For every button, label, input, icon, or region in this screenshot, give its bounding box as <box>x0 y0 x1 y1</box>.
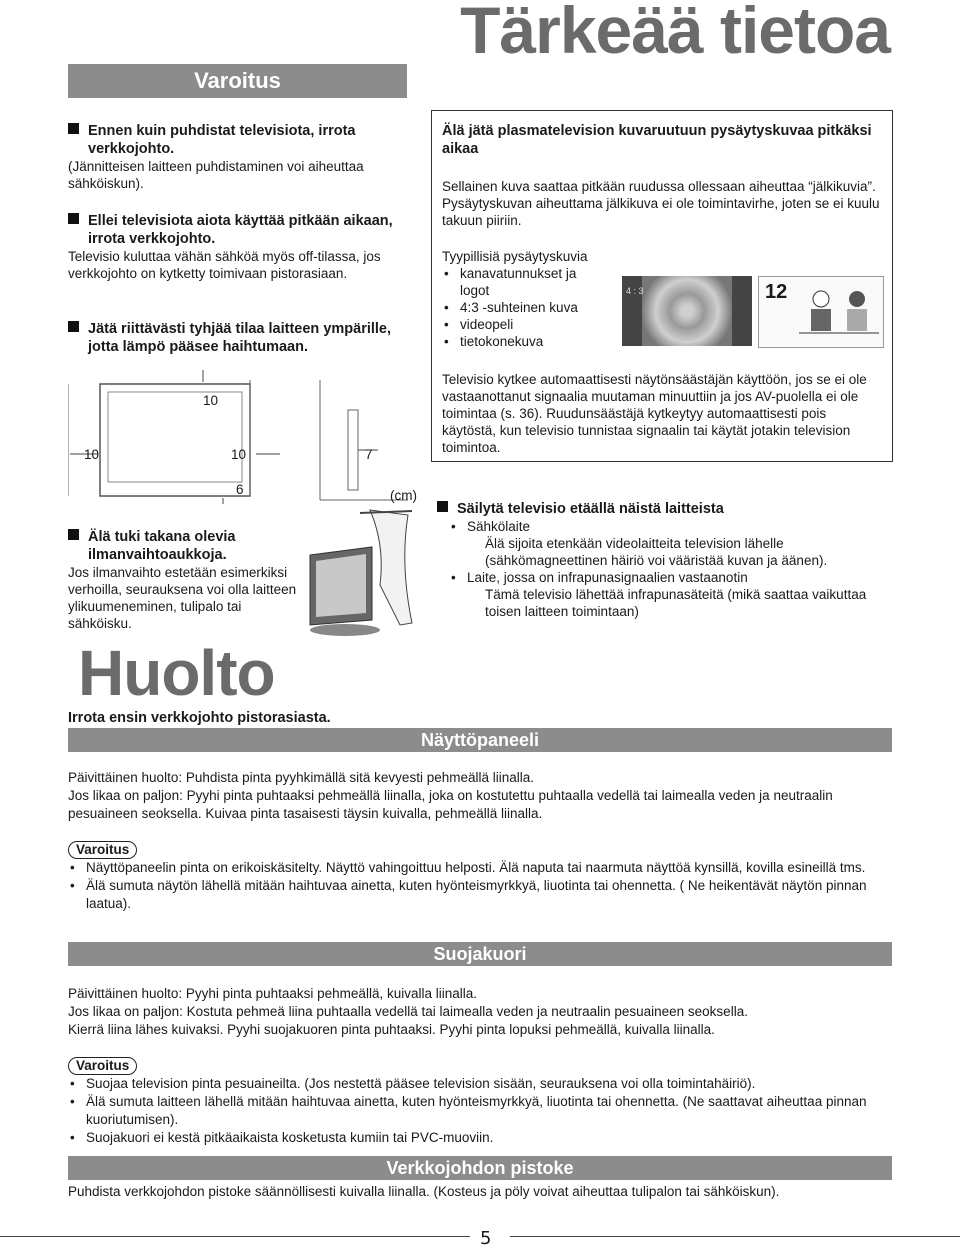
square-bullet-icon <box>437 501 448 512</box>
square-bullet-icon <box>68 529 79 540</box>
typical-list <box>442 248 622 350</box>
maintenance-title: Huolto <box>78 637 275 709</box>
typical-item: • tietokonekuva <box>442 333 622 350</box>
caution-bullet: • Näyttöpaneelin pinta on erikoiskäsitelty. Näyttö vahingoittuu helposti. Älä naputa tai naarmuta näyttöä kynsillä, kovilla esineillä tms. <box>68 859 898 877</box>
screen-section <box>68 769 898 913</box>
distance-item-label: • Laite, jossa on infrapunasignaalien vastaanotin <box>449 569 897 586</box>
typical-label: Tyypillisiä pysäytyskuvia <box>442 249 588 264</box>
distance-item-label: • Sähkölaite <box>449 518 897 535</box>
warning-heading: Ennen kuin puhdistat televisiota, irrota verkkojohto. <box>88 123 356 157</box>
panel-para-1: Sellainen kuva saattaa pitkään ruudussa ollessaan aiheuttaa “jälkikuvia”. Pysäytyskuvan aiheuttama jälkikuva ei ole toimintavirhe, joten se ei kuulu takuun piiriin. <box>442 179 880 228</box>
panel-para-2: Televisio kytkee automaattisesti näytönsäästäjän käyttöön, jos se ei ole vastaanottanut signaalia muutaman minuuttiin ja jos AV-puolella ei ole toimintaa (s. 36). Ruudunsäästäjä kytkeytyy automaattisesti pois käytöstä, kun televisio tunnistaa signaalin tai käytät jotakin television toimintoa. <box>442 372 867 455</box>
warning-item-cleaning <box>68 122 413 192</box>
curtain-tv-illustration <box>300 505 420 640</box>
clearance-right: 10 <box>231 447 247 462</box>
cover-line-1: Päivittäinen huolto: Pyyhi pinta puhtaaksi pehmeällä, kuivalla liinalla. <box>68 986 477 1001</box>
page-number: 5 <box>480 1228 492 1249</box>
still-image-panel <box>431 110 893 462</box>
footer-rule-right <box>510 1236 960 1237</box>
plug-text: Puhdista verkkojohdon pistoke säännöllisesti kuivalla liinalla. (Kosteus ja pöly voivat aiheuttaa tulipalon tai sähköiskun). <box>68 1184 780 1199</box>
cover-section <box>68 985 898 1147</box>
clearance-left: 10 <box>84 447 100 462</box>
footer-rule-left <box>0 1236 470 1237</box>
caution-bullet: • Suojakuori ei kestä pitkäaikaista kosketusta kumiin tai PVC-muoviin. <box>68 1129 898 1147</box>
square-bullet-icon <box>68 213 79 224</box>
square-bullet-icon <box>68 123 79 134</box>
distance-section <box>437 500 897 620</box>
screen-line-1: Päivittäinen huolto: Puhdista pinta pyyhkimällä sitä kevyesti pehmeällä liinalla. <box>68 770 535 785</box>
warning-text: Televisio kuluttaa vähän sähköä myös off-tilassa, jos verkkojohto on kytketty toimivaan pistorasiaan. <box>68 249 381 281</box>
caution-label: Varoitus <box>68 841 137 859</box>
distance-item-text: Tämä televisio lähettää infrapunasäteitä (mikä saattaa vaikuttaa toisen laitteen toimintaan) <box>485 587 867 619</box>
clearance-diagram <box>68 370 428 510</box>
warning-item-vents <box>68 528 308 632</box>
typical-item: • 4:3 -suhteinen kuva <box>442 299 622 316</box>
panel-heading: Älä jätä plasmatelevision kuvaruutuun pysäytyskuvaa pitkäksi aikaa <box>442 123 872 157</box>
distance-heading: Säilytä televisio etäällä näistä laitteista <box>457 501 724 517</box>
typical-item: • kanavatunnukset ja logot <box>442 265 600 299</box>
section-bar-screen: Näyttöpaneeli <box>68 728 892 752</box>
aspect-badge: 4 : 3 <box>626 286 644 296</box>
caution-label: Varoitus <box>68 1057 137 1075</box>
tv-flower-image <box>622 276 752 346</box>
page-title: Tärkeää tietoa <box>460 0 890 67</box>
section-bar-cover: Suojakuori <box>68 942 892 966</box>
clearance-side: 7 <box>365 447 373 462</box>
cover-line-3: Kierrä liina lähes kuivaksi. Pyyhi suojakuoren pinta puhtaaksi. Pyyhi pinta lopuksi pehmeällä, kuivalla liinalla. <box>68 1022 715 1037</box>
warning-item-unplug <box>68 212 413 282</box>
cover-line-2: Jos likaa on paljon: Kostuta pehmeä liina puhtaalla vedellä tai laimealla veden ja neutraalin pesuaineen seoksella. <box>68 1004 748 1019</box>
square-bullet-icon <box>68 321 79 332</box>
screen-line-2: Jos likaa on paljon: Pyyhi pinta puhtaaksi pehmeällä liinalla, joka on kostutettu puhtaalla vedellä tai laimealla veden ja neutraalin pesuaineen seoksella. Kuivaa pinta tasaisesti täysin kuivalla, pehmeällä liinalla. <box>68 788 833 821</box>
distance-item-text: Älä sijoita etenkään videolaitteita television lähelle (sähkömagneettinen häiriö voi vääristää kuvan ja äänen). <box>485 536 828 568</box>
warning-heading: Jätä riittävästi tyhjää tilaa laitteen ympärille, jotta lämpö pääsee haihtumaan. <box>88 321 392 355</box>
warning-heading: Ellei televisiota aiota käyttää pitkään aikaan, irrota verkkojohto. <box>88 213 393 247</box>
warning-text: (Jännitteisen laitteen puhdistaminen voi aiheuttaa sähköiskun). <box>68 159 364 191</box>
vent-text: Jos ilmanvaihto estetään esimerkiksi verhoilla, seurauksena voi olla laitteen ylikuumeneminen, tulipalo tai sähköisku. <box>68 565 297 631</box>
clearance-bottom: 6 <box>236 482 244 497</box>
caution-bullet: • Suojaa television pinta pesuaineilta. (Jos nestettä pääsee television sisään, seurauksena voi olla toimintahäiriö). <box>68 1075 898 1093</box>
typical-item: • videopeli <box>442 316 622 333</box>
tv-cartoon-image <box>758 276 884 348</box>
warning-item-space <box>68 320 413 356</box>
clearance-unit: (cm) <box>390 488 417 503</box>
maintenance-intro: Irrota ensin verkkojohto pistorasiasta. <box>68 710 331 726</box>
clearance-top: 10 <box>203 393 219 408</box>
vent-heading: Älä tuki takana olevia ilmanvaihtoaukkoja. <box>88 529 236 563</box>
section-bar-plug: Verkkojohdon pistoke <box>68 1156 892 1180</box>
warning-bar: Varoitus <box>68 64 407 98</box>
caution-bullet: • Älä sumuta laitteen lähellä mitään haihtuvaa ainetta, kuten hyönteismyrkkyä, liuotinta tai ohennetta. (Ne saattavat aiheuttaa pinnan kuoriutumisen). <box>68 1093 898 1129</box>
channel-number: 12 <box>765 281 788 303</box>
caution-bullet: • Älä sumuta näytön lähellä mitään haihtuvaa ainetta, kuten hyönteismyrkkyä, liuotinta tai ohennetta. ( Ne heikentävät näytön pinnan laatua). <box>68 877 898 913</box>
